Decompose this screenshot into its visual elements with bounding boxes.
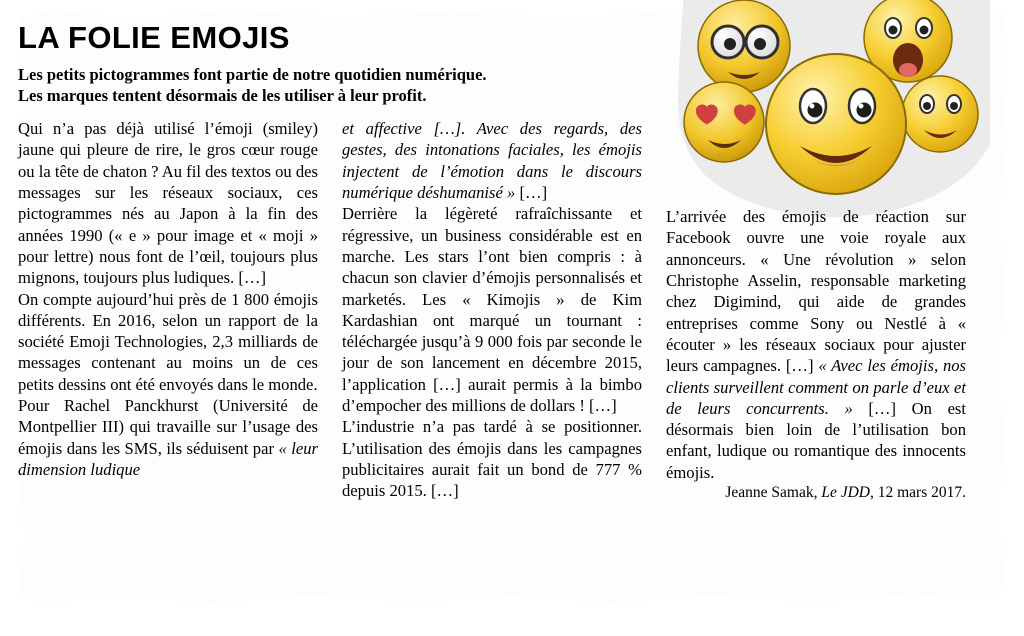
col2-p1-quote: et affective […]. Avec des regards, des gestes, des intonations faciales, les émojis injectent de l’émotion dans le discours numérique déshumanisé » — [342, 119, 642, 202]
col1-paragraph-3 — [18, 395, 318, 480]
header-divider — [18, 108, 670, 109]
col1-paragraph-1: Qui n’a pas déjà utilisé l’émoji (smiley) jaune qui pleure de rire, le gros cœur rouge ou la tête de chaton ? Au fil des textos ou des messages sur les réseaux sociaux, ces pictogrammes nés au Japon à la fin des années 1990 (« e » pour image et « moji » pour lettre) nous font de l’œil, toujours plus mignons, toujours plus ludiques. […] — [18, 119, 318, 288]
col2-paragraph-1 — [342, 118, 642, 203]
column-1 — [18, 118, 318, 588]
article-header — [18, 22, 678, 107]
col2-p1-tail: […] — [515, 182, 548, 202]
col2-paragraph-3: L’industrie n’a pas tardé à se positionner. L’utilisation des émojis dans les campagnes publicitaires aurait fait un bond de 777 % depuis 2015. […] — [342, 417, 642, 501]
col3-p2-text: […] On est désormais bien loin de l’utilisation bon enfant, ludique ou romantique des innocents émojis. — [666, 398, 966, 482]
column-2 — [342, 118, 642, 588]
col1-paragraph-2: On compte aujourd’hui près de 1 800 émojis différents. En 2016, selon un rapport de la société Emoji Technologies, 2,3 milliards de messages contenant au moins un de ces petits dessins ont été envoyés dans le monde. — [18, 289, 318, 394]
credit-source: Le JDD — [821, 484, 870, 502]
col3-p1-quote: « Avec les émojis, nos clients surveillent comment on parle d’eux et de leurs concurrents. » — [666, 356, 966, 418]
col3-paragraph-1 — [666, 206, 966, 483]
page-title: LA FOLIE EMOJIS — [18, 20, 290, 55]
credit-date: , 12 mars 2017. — [869, 484, 966, 502]
standfirst-line-2: Les marques tentent désormais de les utiliser à leur profit. — [18, 86, 427, 106]
standfirst — [18, 64, 678, 108]
article-credit — [666, 483, 966, 503]
col2-paragraph-2: Derrière la légèreté rafraîchissante et régressive, un business considérable est en marche. Les stars l’ont bien compris : à chacun son clavier d’émojis personnalisés et marketés. Les « Kimojis » de Kim Kardashian ont marqué un tournant : téléchargée jusqu’à 9 000 fois par seconde le jour de son lancement en décembre 2015, l’application […] aurait permis à la bimbo d’empocher des millions de dollars ! […] — [342, 204, 642, 416]
credit-author: Jeanne Samak, — [725, 484, 822, 502]
article-body — [18, 118, 978, 588]
col1-p3-text: Pour Rachel Panckhurst (Université de Montpellier III) qui travaille sur l’usage des émojis dans les SMS, ils séduisent par — [18, 396, 318, 458]
col1-p3-quote: « leur dimension ludique — [18, 438, 318, 479]
standfirst-line-1: Les petits pictogrammes font partie de notre quotidien numérique. — [18, 64, 487, 84]
col3-p1-text: L’arrivée des émojis de réaction sur Facebook ouvre une voie royale aux annonceurs. « Une révolution » selon Christophe Asselin, responsable marketing chez Digimind, qui aide de grandes entreprises comme Sony ou Nestlé à « écouter » les réseaux sociaux pour ajuster leurs campagnes. […] — [666, 207, 966, 376]
column-3 — [666, 118, 966, 588]
